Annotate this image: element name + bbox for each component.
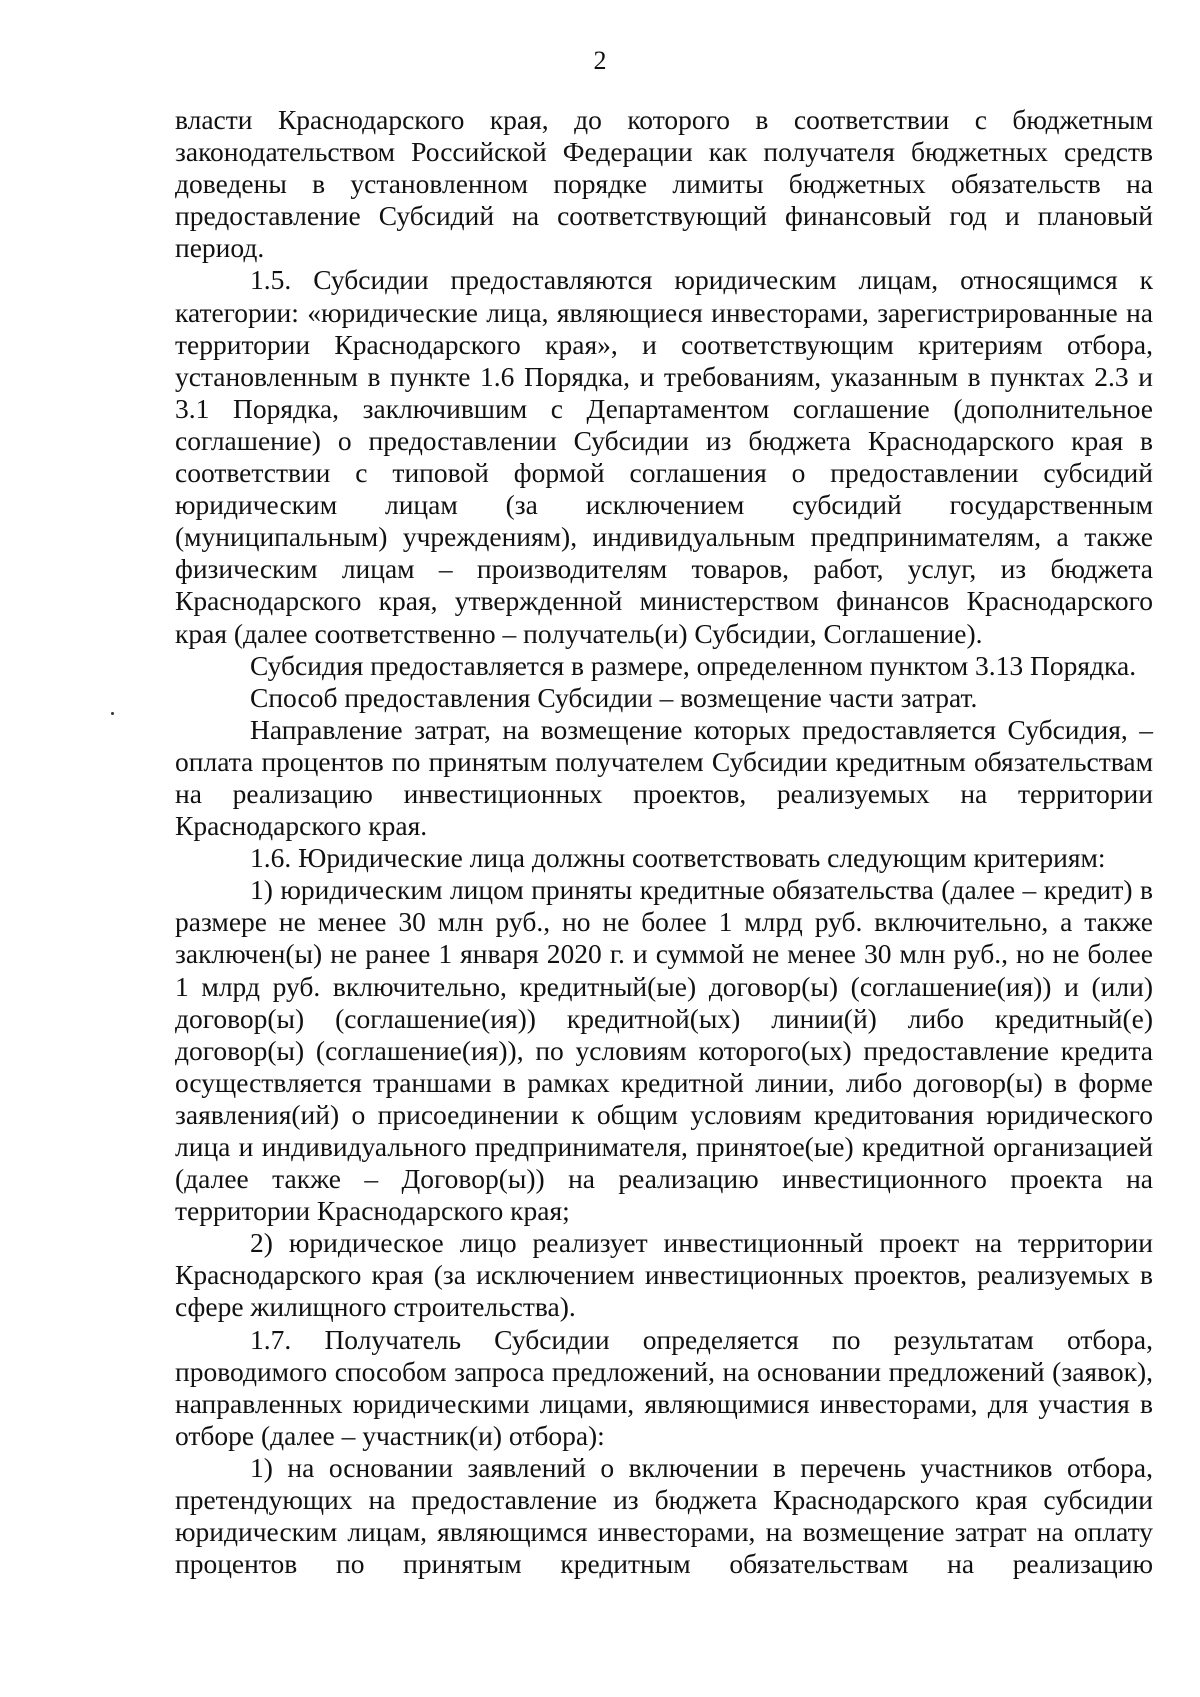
page-number: 2 [593, 46, 607, 75]
paragraph-1-7-item-1: 1) на основании заявлений о включении в перечень участников отбора, претендующих на предоставление из бюджета Краснодарского края субсидии юридическим лицам, являющимся инвесторами, на возмещение затрат на оплату процентов по принятым кредитным обязательствам на реализацию [175, 1451, 1153, 1580]
paragraph-1-6-item-1: 1) юридическим лицом приняты кредитные обязательства (далее – кредит) в размере не менее 30 млн руб., но не более 1 млрд руб. включительно, а также заключен(ы) не ранее 1 января 2020 г. и суммой не менее 30 млн руб., но не более 1 млрд руб. включительно, кредитный(ые) договор(ы) (соглашение(ия)) и (или) договор(ы) (соглашение(ия)) кредитной(ых) линии(й) либо кредитный(е) договор(ы) (соглашение(ия)), по условиям которого(ых) предоставление кредита осуществляется траншами в рамках кредитной линии, либо договор(ы) в форме заявления(ий) о присоединении к общим условиям кредитования юридического лица и индивидуального предпринимателя, принятое(ые) кредитной организацией (далее также – Договор(ы)) на реализацию инвестиционного проекта на территории Краснодарского края; [175, 874, 1153, 1227]
paragraph-continuation: власти Краснодарского края, до которого в соответствии с бюджетным законодательством Российской Федерации как получателя бюджетных средств доведены в установленном порядке лимиты бюджетных обязательств на предоставление Субсидий на соответствующий финансовый год и плановый период. [175, 104, 1153, 264]
paragraph-subsidy-amount: Субсидия предоставляется в размере, определенном пунктом 3.13 Порядка. [250, 649, 1137, 681]
paragraph-1-5: 1.5. Субсидии предоставляются юридическим лицам, относящимся к категории: «юридические лица, являющиеся инвесторами, зарегистрированные на территории Краснодарского края», и соответствующим критериям отбора, установленным в пункте 1.6 Порядка, и требованиям, указанным в пунктах 2.3 и 3.1 Порядка, заключившим с Департаментом соглашение (дополнительное соглашение) о предоставлении Субсидии из бюджета Краснодарского края в соответствии с типовой формой соглашения о предоставлении субсидий юридическим лицам (за исключением субсидий государственным (муниципальным) учреждениям), индивидуальным предпринимателям, а также физическим лицам – производителям товаров, работ, услуг, из бюджета Краснодарского края, утвержденной министерством финансов Краснодарского края (далее соответственно – получатель(и) Субсидии, Соглашение). [175, 264, 1153, 649]
paragraph-cost-direction: Направление затрат, на возмещение которых предоставляется Субсидия, – оплата процентов по принятым получателем Субсидии кредитным обязательствам на реализацию инвестиционных проектов, реализуемых на территории Краснодарского края. [175, 713, 1153, 842]
paragraph-1-6: 1.6. Юридические лица должны соответствовать следующим критериям: [250, 842, 1106, 874]
document-body [175, 104, 1153, 1580]
margin-dot [111, 712, 114, 715]
paragraph-1-6-item-2: 2) юридическое лицо реализует инвестиционный проект на территории Краснодарского края (за исключением инвестиционных проектов, реализуемых в сфере жилищного строительства). [175, 1227, 1153, 1323]
paragraph-subsidy-method: Способ предоставления Субсидии – возмещение части затрат. [250, 681, 978, 713]
paragraph-1-7: 1.7. Получатель Субсидии определяется по результатам отбора, проводимого способом запроса предложений, на основании предложений (заявок), направленных юридическими лицами, являющимися инвесторами, для участия в отборе (далее – участник(и) отбора): [175, 1323, 1153, 1451]
